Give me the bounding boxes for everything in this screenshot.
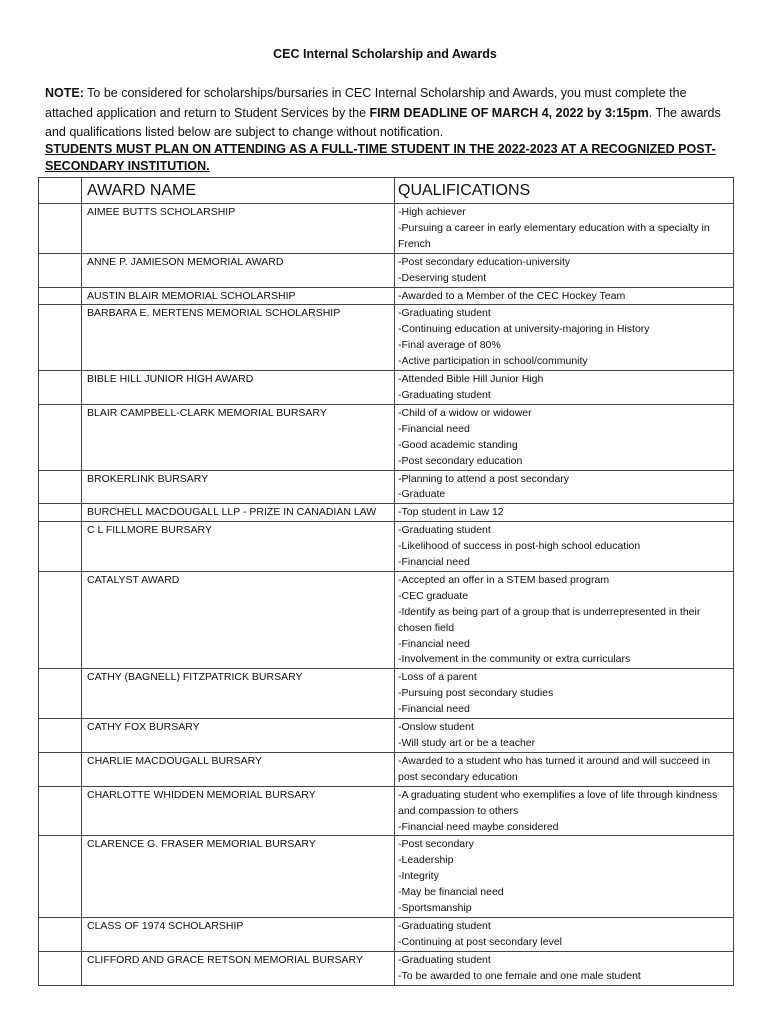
qualifications-cell [395,951,734,985]
qualification-line: -Awarded to a student who has turned it around and will succeed in post secondary education [398,754,711,783]
qualifications-cell [395,752,734,786]
note-text-2: . The awards and qualifications listed below are subject to change without notification. [45,105,721,139]
header-award-name: AWARD NAME [82,178,395,204]
qualification-line: -Active participation in school/community [398,355,588,368]
qualification-line: -Post secondary [398,838,474,851]
award-name-cell: BROKERLINK BURSARY [82,470,395,504]
blank-cell [39,719,82,753]
qualification-line: -Continuing education at university-majoring in History [398,323,650,336]
qualification-line: -A graduating student who exemplifies a love of life through kindness and compassion to others [398,788,718,817]
qualification-line: -Will study art or be a teacher [398,737,536,749]
qualification-line: -Child of a widow or widower [398,406,532,419]
blank-cell [39,522,82,572]
table-row [39,305,734,371]
award-name-cell: CATALYST AWARD [82,571,395,668]
qualification-line: -Deserving student [398,271,487,284]
blank-cell [39,917,82,951]
table-row [39,504,734,522]
qualification-line: -To be awarded to one female and one male student [398,969,641,982]
table-row [39,371,734,405]
qualification-line: -Sportsmanship [398,902,472,915]
award-name-cell: CHARLOTTE WHIDDEN MEMORIAL BURSARY [82,786,395,836]
blank-cell [39,204,82,254]
table-row [39,719,734,753]
award-name-cell: BURCHELL MACDOUGALL LLP - PRIZE IN CANADIAN LAW [82,504,395,522]
blank-cell [39,669,82,719]
qualification-line: -May be financial need [398,886,504,899]
qualifications-cell [395,719,734,753]
table-row [39,836,734,918]
full-time-notice: STUDENTS MUST PLAN ON ATTENDING AS A FULL-TIME STUDENT IN THE 2022-2023 AT A RECOGNIZED POST-SECONDARY INSTITUTION. [45,142,716,173]
qualification-line: -Continuing at post secondary level [398,935,563,948]
blank-cell [39,951,82,985]
award-rows [39,204,734,986]
blank-cell [39,786,82,836]
qualification-line: -CEC graduate [398,589,469,602]
qualification-line: -Leadership [398,854,454,867]
qualifications-cell [395,404,734,470]
award-name-cell: AUSTIN BLAIR MEMORIAL SCHOLARSHIP [82,287,395,305]
award-name-cell: ANNE P. JAMIESON MEMORIAL AWARD [82,253,395,287]
table-row [39,287,734,305]
qualifications-cell [395,305,734,371]
qualification-line: -Top student in Law 12 [398,506,504,519]
qualification-line: -Graduating student [398,919,491,932]
award-name-cell: C L FILLMORE BURSARY [82,522,395,572]
award-name-cell: BIBLE HILL JUNIOR HIGH AWARD [82,371,395,405]
blank-cell [39,504,82,522]
qualification-line: -Graduating student [398,307,491,320]
award-name-cell: CLARENCE G. FRASER MEMORIAL BURSARY [82,836,395,918]
qualification-line: -Post secondary education-university [398,255,571,268]
table-row [39,951,734,985]
qualification-line: -Financial need [398,637,470,650]
blank-cell [39,752,82,786]
qualification-line: -Pursuing a career in early elementary education with a specialty in French [398,221,710,250]
table-row [39,404,734,470]
table-row [39,786,734,836]
table-row [39,571,734,668]
blank-cell [39,287,82,305]
qualifications-cell [395,917,734,951]
table-row [39,752,734,786]
qualifications-cell [395,786,734,836]
qualification-line: -Integrity [398,870,439,883]
qualification-line: -Financial need [398,703,470,716]
qualifications-cell [395,470,734,504]
header-qualifications: QUALIFICATIONS [395,178,734,204]
award-name-cell: CATHY FOX BURSARY [82,719,395,753]
table-row [39,522,734,572]
blank-cell [39,371,82,405]
qualification-line: -Likelihood of success in post-high school education [398,540,641,553]
qualification-line: -Graduating student [398,524,491,537]
qualifications-cell [395,253,734,287]
qualifications-cell [395,287,734,305]
qualifications-cell [395,836,734,918]
award-name-cell: AIMEE BUTTS SCHOLARSHIP [82,204,395,254]
qualification-line: -Graduating student [398,953,491,966]
qualifications-cell [395,571,734,668]
table-row [39,253,734,287]
qualification-line: -Final average of 80% [398,339,501,352]
note-text-1: To be considered for scholarships/bursaries in CEC Internal Scholarship and Awards, you must complete the attached application and return to Student Services by the [45,86,687,120]
qualification-line: -Graduating student [398,388,491,401]
qualification-line: -Graduate [398,488,446,501]
award-name-cell: BLAIR CAMPBELL-CLARK MEMORIAL BURSARY [82,404,395,470]
qualification-line: -Awarded to a Member of the CEC Hockey Team [398,289,626,302]
blank-cell [39,571,82,668]
qualification-line: -Loss of a parent [398,671,477,684]
qualification-line: -Financial need [398,556,470,569]
award-name-cell: CATHY (BAGNELL) FITZPATRICK BURSARY [82,669,395,719]
qualification-line: -Pursuing post secondary studies [398,687,554,700]
note-deadline: FIRM DEADLINE OF MARCH 4, 2022 by 3:15pm [369,105,649,120]
qualification-line: -Identify as being part of a group that is underrepresented in their chosen field [398,605,701,634]
qualifications-cell [395,204,734,254]
qualification-line: -Post secondary education [398,454,523,467]
header-row [39,178,734,204]
note-label: NOTE: [45,86,84,100]
table-row [39,204,734,254]
blank-cell [39,253,82,287]
award-name-cell: CLASS OF 1974 SCHOLARSHIP [82,917,395,951]
qualification-line: -Planning to attend a post secondary [398,472,570,485]
blank-cell [39,305,82,371]
qualifications-cell [395,504,734,522]
award-name-cell: CLIFFORD AND GRACE RETSON MEMORIAL BURSARY [82,951,395,985]
blank-cell [39,836,82,918]
awards-table [38,177,734,986]
qualification-line: -High achiever [398,206,466,218]
award-name-cell: BARBARA E. MERTENS MEMORIAL SCHOLARSHIP [82,305,395,371]
table-row [39,917,734,951]
qualifications-cell [395,371,734,405]
table-row [39,470,734,504]
qualification-line: -Good academic standing [398,438,518,451]
award-name-cell: CHARLIE MACDOUGALL BURSARY [82,752,395,786]
qualification-line: -Involvement in the community or extra curriculars [398,653,631,666]
document-title: CEC Internal Scholarship and Awards [273,47,497,61]
qualification-line: -Financial need [398,422,470,435]
qualification-line: -Attended Bible Hill Junior High [398,373,544,386]
blank-cell [39,470,82,504]
table-row [39,669,734,719]
note-paragraph [45,84,725,143]
blank-cell [39,404,82,470]
qualifications-cell [395,669,734,719]
qualification-line: -Accepted an offer in a STEM based program [398,573,610,586]
qualifications-cell [395,522,734,572]
qualification-line: -Onslow student [398,721,474,734]
header-blank-cell [39,178,82,204]
qualification-line: -Financial need maybe considered [398,820,559,833]
